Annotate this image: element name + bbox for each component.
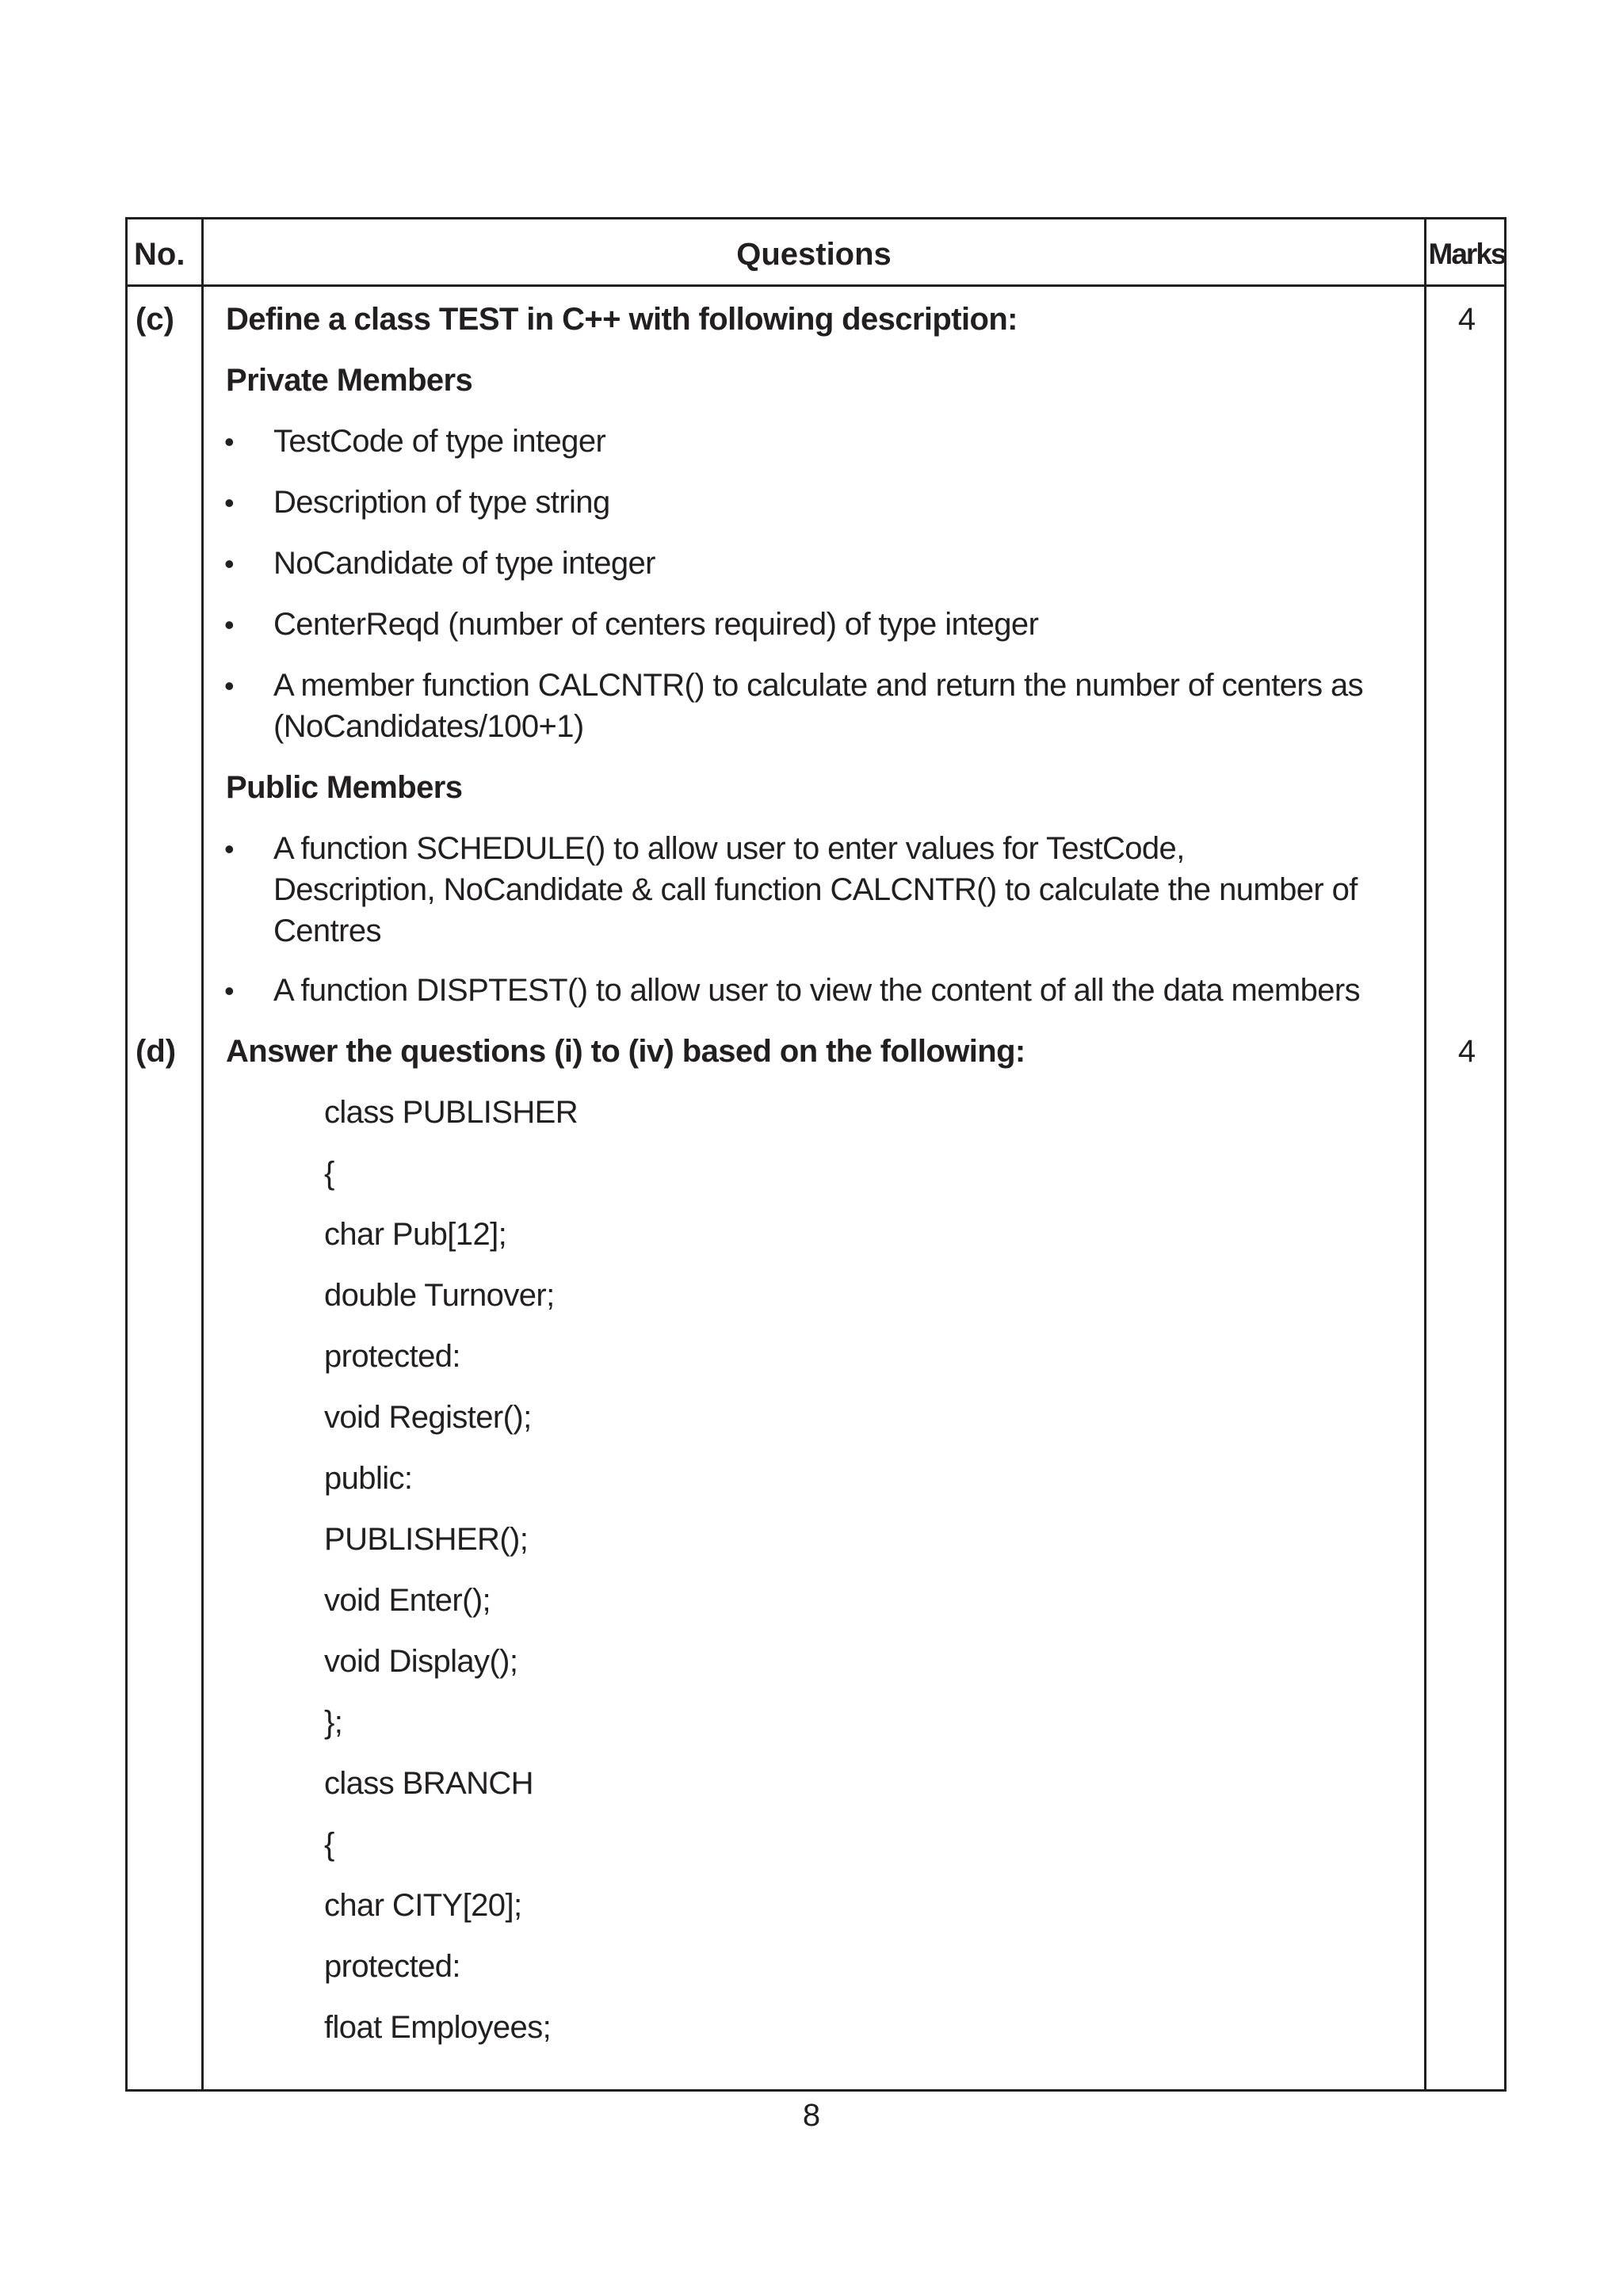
code-line: class PUBLISHER xyxy=(324,1095,578,1130)
code-line: }; xyxy=(324,1705,343,1740)
code-line: protected: xyxy=(324,1339,460,1374)
marks-d: 4 xyxy=(1457,1034,1476,1069)
code-line: void Register(); xyxy=(324,1400,532,1435)
code-line: public: xyxy=(324,1461,413,1496)
code-line: { xyxy=(324,1827,334,1862)
private-item-continuation: (NoCandidates/100+1) xyxy=(273,709,584,744)
header-no: No. xyxy=(134,237,185,272)
bullet: • xyxy=(224,833,235,865)
private-item: TestCode of type integer xyxy=(273,424,606,459)
private-members-heading: Private Members xyxy=(226,363,473,398)
private-item: CenterReqd (number of centers required) of type integer xyxy=(273,607,1039,642)
column-divider xyxy=(201,219,204,2089)
question-table xyxy=(125,217,1507,2092)
code-line: protected: xyxy=(324,1949,460,1984)
public-item: A function SCHEDULE() to allow user to enter values for TestCode, xyxy=(273,831,1185,866)
bullet: • xyxy=(224,486,235,519)
question-c-title: Define a class TEST in C++ with following description: xyxy=(226,302,1018,337)
code-line: PUBLISHER(); xyxy=(324,1522,529,1557)
marks-c: 4 xyxy=(1457,302,1476,337)
public-item: A function DISPTEST() to allow user to view the content of all the data members xyxy=(273,973,1361,1008)
bullet: • xyxy=(224,669,235,702)
page-number: 8 xyxy=(802,2098,821,2133)
code-line: float Employees; xyxy=(324,2010,552,2045)
column-divider xyxy=(1424,219,1426,2089)
bullet: • xyxy=(224,425,235,458)
code-line: char Pub[12]; xyxy=(324,1217,507,1252)
question-number-c: (c) xyxy=(136,302,174,337)
bullet: • xyxy=(224,608,235,641)
private-item: Description of type string xyxy=(273,485,610,520)
header-divider xyxy=(128,284,1504,287)
code-line: void Enter(); xyxy=(324,1583,491,1618)
code-line: class BRANCH xyxy=(324,1766,533,1801)
code-line: { xyxy=(324,1156,334,1191)
code-line: char CITY[20]; xyxy=(324,1888,522,1923)
header-marks: Marks xyxy=(1428,238,1506,270)
question-number-d: (d) xyxy=(136,1034,177,1069)
bullet: • xyxy=(224,974,235,1007)
code-line: double Turnover; xyxy=(324,1278,555,1313)
public-item-continuation: Description, NoCandidate & call function CALCNTR() to calculate the number of xyxy=(273,872,1358,907)
public-item-continuation: Centres xyxy=(273,913,381,948)
bullet: • xyxy=(224,547,235,580)
private-item: NoCandidate of type integer xyxy=(273,546,655,581)
public-members-heading: Public Members xyxy=(226,770,463,805)
private-item: A member function CALCNTR() to calculate and return the number of centers as xyxy=(273,668,1364,703)
code-line: void Display(); xyxy=(324,1644,518,1679)
question-d-title: Answer the questions (i) to (iv) based on the following: xyxy=(226,1034,1025,1069)
header-questions: Questions xyxy=(736,237,892,272)
